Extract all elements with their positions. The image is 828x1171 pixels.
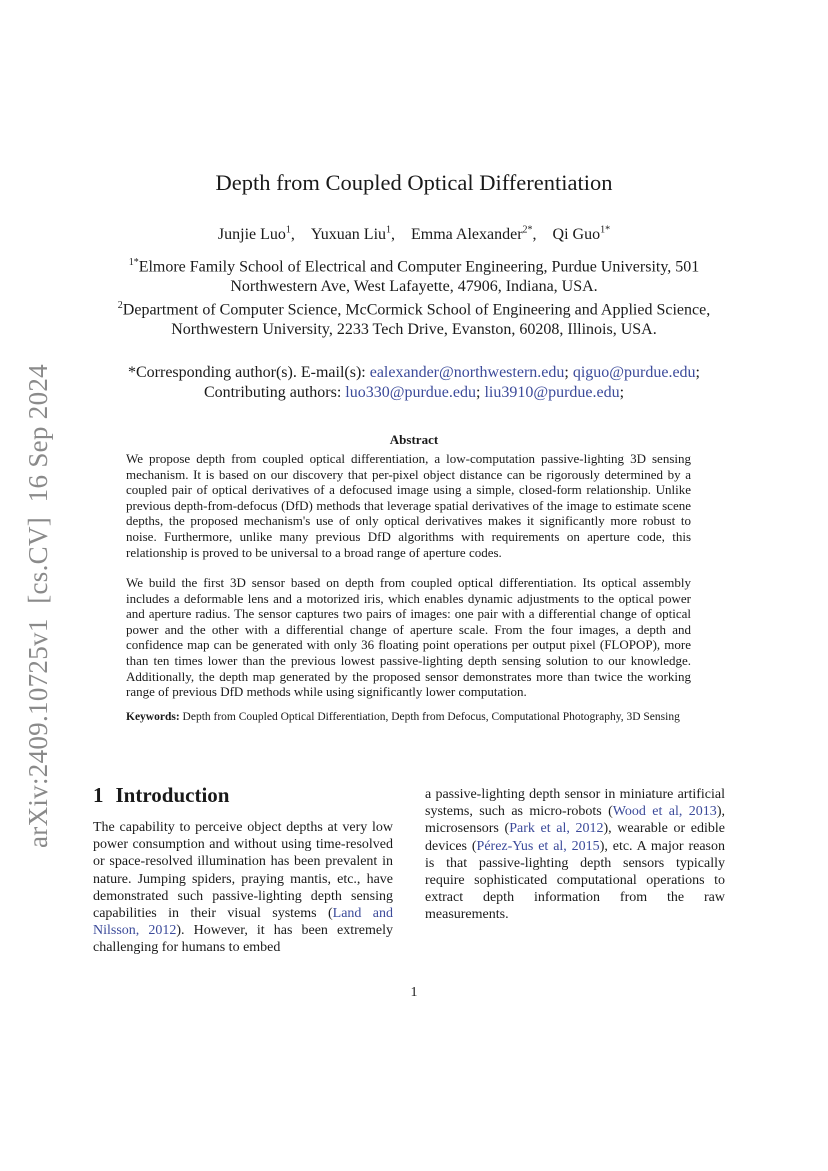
author-1: Junjie Luo$^1$,: [217, 225, 295, 244]
section-heading: [93, 783, 229, 808]
paper-title: Depth from Coupled Optical Differentiation: [215, 170, 613, 195]
citation-link[interactable]: Park et al, 2012: [509, 821, 604, 837]
arxiv-category: [cs.CV]: [22, 516, 53, 604]
arxiv-id: arXiv:2409.10725v1: [22, 618, 53, 848]
citation-link[interactable]: Land and Nilsson, 2012: [93, 906, 393, 939]
contributing-line: Contributing authors: luo330@purdue.edu; liu3910@purdue.edu;: [203, 383, 625, 401]
keywords-text: Depth from Coupled Optical Differentiation, Depth from Defocus, Computational Photography, 3D Sensing: [182, 711, 680, 723]
page-number: 1: [410, 985, 418, 1000]
email-link[interactable]: liu3910@purdue.edu: [484, 383, 620, 401]
contact-info: [90, 363, 738, 402]
email-link[interactable]: qiguo@purdue.edu: [572, 364, 696, 381]
email-link[interactable]: ealexander@northwestern.edu: [369, 364, 565, 381]
keywords-label: Keywords:: [126, 711, 180, 723]
author-4: Qi Guo$^{1*}$: [552, 225, 611, 244]
section-number: 1: [93, 783, 104, 807]
email-link[interactable]: luo330@purdue.edu: [345, 383, 476, 401]
abstract-paragraph: We propose depth from coupled optical differentiation, a low-computation passive-lighting 3D sensing mechanism. It is based on our discovery that per-pixel object distance can be rigorously determined by a coupled pair of optical derivatives of a defocused image using a simple, closed-form relationship. Unlike previous depth-from-defocus (DfD) methods that leverage spatial derivatives of the image to estimate scene depths, the proposed mechanism's use of only optical derivatives makes it significantly more robust to noise. Furthermore, unlike many previous DfD algorithms with requirements on aperture code, this relationship is proved to be universal to a broad range of aperture codes.: [126, 451, 691, 560]
arxiv-date: 16 Sep 2024: [22, 364, 53, 503]
abstract-heading: Abstract: [389, 432, 439, 447]
author-list: [0, 225, 828, 244]
section-title: Introduction: [115, 783, 230, 807]
intro-text-left-column: The capability to perceive object depths at very low power consumption and without using time-resolved or space-resolved illumination has been prevalent in nature. Jumping spiders, praying mantis, etc., have demonstrated such passive-lighting depth sensing capabilities in their visual systems (Land and Nilsson, 2012). However, it has been extremely challenging for humans to embed: [93, 820, 393, 956]
author-3: Emma Alexander$^{2*}$,: [411, 225, 537, 244]
affiliation-1: $^{1*}$Elmore Family School of Electrical and Computer Engineering, Purdue University, 501 Northwestern Ave, West Lafayette, 47906, Indiana, USA.: [128, 257, 700, 295]
corresponding-line: *Corresponding author(s). E-mail(s): ealexander@northwestern.edu; qiguo@purdue.edu;: [127, 364, 700, 381]
abstract-paragraph: We build the first 3D sensor based on depth from coupled optical differentiation. Its optical assembly includes a deformable lens and a motorized iris, which enables dynamic adjustments to the optical power and aperture radius. The sensor captures two pairs of images: one pair with a differential change of optical power and the other with a differential change of aperture scale. From the four images, a depth and confidence map can be generated with only 36 floating point operations per output pixel (FLOPOP), more than ten times lower than the previous lowest passive-lighting depth sensing solution to our knowledge. Additionally, the depth map generated by the proposed sensor demonstrates more than twice the working range of previous DfD methods while using significantly lower computation.: [126, 575, 691, 700]
citation-link[interactable]: Wood et al, 2013: [612, 804, 717, 820]
keywords: [126, 710, 691, 724]
author-2: Yuxuan Liu$^1$,: [310, 225, 396, 244]
affiliation-2: $^2$Department of Computer Science, McCormick School of Engineering and Applied Science, Northwestern University, 2233 Tech Drive, Evanston, 60208, Illinois, USA.: [117, 300, 711, 339]
affiliations: [100, 253, 728, 340]
intro-text-right-column: a passive-lighting depth sensor in miniature artificial systems, such as micro-robots (Wood et al, 2013), microsensors (Park et al, 2012), wearable or edible devices (Pérez-Yus et al, 2015), etc. A major reason is that passive-lighting depth sensors typically require sophisticated computational operations to extract depth information from the raw measurements.: [425, 787, 725, 923]
citation-link[interactable]: Pérez-Yus et al, 2015: [476, 838, 600, 854]
